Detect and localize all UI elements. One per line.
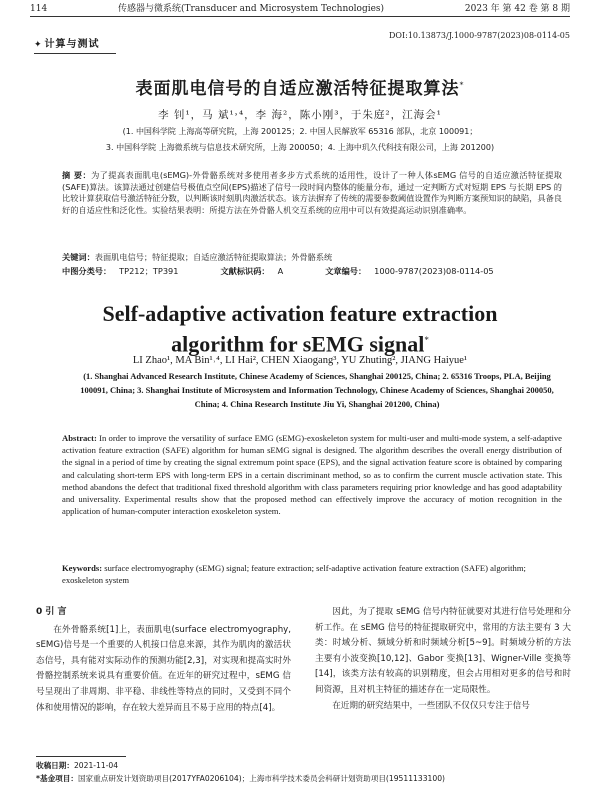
chinese-title [0,74,600,99]
chinese-abstract-text: 为了提高表面肌电(sEMG)-外骨骼系统对多使用者多步方式系统的适用性，设计了一种人体sEMG 信号的自适应激活特征提取(SAFE)算法。该算法通过创建信号极值点空间(EPS)描述了信号一段时间内整体的能量分布，通过一定判断方式对短期 EPS 与长期 EPS 的比较计算获取信号激活特征分数，以判断该时刻肌肉激活状态。该方法摒弃了传统的需要参数阈值设置作为判断方案预知识的缺陷，具备良好的自适应性和泛化性。实验结果表明：所提方法在外骨骼人机交互系统的应用中可以有效提高运动识别准确率。 [62,170,562,215]
english-affiliation: (1. Shanghai Advanced Research Institute, Chinese Academy of Sciences, Shanghai 200125, China; 2. 65316 Troops, PLA, Beijing 100091, China; 3. Shanghai Institute of Microsystem and Information Technology, Chinese Academy of Sciences, Shanghai 200050, China; 4. China Research Institute Jiu Yi, Shanghai 201200, China) [80,371,554,409]
body-left-column [36,605,291,716]
chinese-authors: 李 钊¹，马 斌¹˒⁴，李 海²，陈小刚³，于朱庭²，江海会¹ [158,109,442,121]
english-title [0,300,600,357]
intro-paragraph-right-1: 因此，为了提取 sEMG 信号内特征就要对其进行信号处理和分析工作。在 sEMG 信号的特征提取研究中，常用的方法主要有 3 大类：时域分析、频域分析和时频域分析[5~9]。时频域分析的方法主要有小波变换[10,12]、Gabor 变换[13]、Wigner-Ville 变换等[14]，该类方法有较高的识别精度，但会占用相对更多的信号和时间资源，且对机主特征的描述存在一定局限性。 [315,607,571,695]
english-keywords-label: Keywords: [62,563,103,573]
fund-footnote [36,773,570,784]
doi: DOI:10.13873/J.1000-9787(2023)08-0114-05 [389,31,570,40]
column-tag-mark-icon: ✦ [34,40,43,50]
issue-info: 2023 年 第 42 卷 第 8 期 [464,4,570,14]
doc-code-value: A [277,266,284,276]
chinese-affiliation-2: 3. 中国科学院 上海微系统与信息技术研究所，上海 200050；4. 上海中玑久代科技有限公司，上海 201200) [105,143,495,152]
received-date: 2021-11-04 [73,761,119,770]
chinese-keywords [62,252,562,263]
page-number: 114 [30,4,48,14]
english-title-line-1: Self-adaptive activation feature extraction [102,301,498,326]
intro-paragraph-left: 在外骨骼系统[1]上，表面肌电(surface electromyography, sEMG)信号是一个重要的人机接口信息来源，其作为肌肉的激活状态信号，具有能对实际动作的预测功能[2,3]，对实现和提高实时外骨骼控制系统来说具有重要价值。在近年的研究过程中，sEMG 信号呈现出了非周期、非平稳、非线性等特点的同时，又受到不同个体和使用情况的影响，存在较大差异而且不易于应用的特点[4]。 [36,624,291,713]
received-label: 收稿日期： [36,761,74,770]
english-title-line-2: algorithm for sEMG signal [171,331,425,357]
chinese-abstract [62,170,562,216]
english-abstract [62,432,562,517]
column-tag [34,35,100,50]
chinese-keywords-text: 表面肌电信号；特征提取；自适应激活特征提取算法；外骨骼系统 [94,252,333,262]
chinese-abstract-label: 摘 要： [62,170,92,180]
chinese-affiliation-1: (1. 中国科学院 上海高等研究院，上海 200125；2. 中国人民解放军 65316 部队，北京 100091； [122,127,478,136]
section-heading: 0 引 言 [36,607,67,617]
english-keywords [62,562,562,586]
article-no-value: 1000-9787(2023)08-0114-05 [374,266,494,276]
doc-code-label: 文献标识码： [220,266,270,276]
english-authors: LI Zhao¹, MA Bin¹˒⁴, LI Hai², CHEN Xiaogang³, YU Zhuting², JIANG Haiyue¹ [132,355,468,366]
footnote-rule [36,756,126,757]
chinese-title-text: 表面肌电信号的自适应激活特征提取算法 [135,79,460,99]
classification-line [62,266,562,277]
english-title-mark: * [424,335,429,345]
fund-label: *基金项目： [36,774,78,783]
article-no-label: 文章编号： [325,266,367,276]
column-tag-label: 计算与测试 [44,39,100,50]
english-abstract-text: In order to improve the versatility of surface EMG (sEMG)-exoskeleton system for multi-user and multi-mode system, a self-adaptive activation feature extraction (SAFE) algorithm for human sEMG signal is designed. The algorithm describes the overall energy distribution of the signal in a period of time by creating the signal extremum point space (EPS), and the signal activation feature score is obtained by comparing and calculating short-term EPS with long-term EPS in a certain discriminant method, so as to confirm the current muscle activation state. This method abandons the defect that traditional fixed threshold algorithm with class parameters requiring prior knowledge and has good adaptability and universality. Experimental results show that the proposed method can effectively improve the accuracy of motion recognition in the application of human-computer interaction exoskeleton system. [62,433,562,517]
body-right-column [315,605,571,714]
journal-name: 传感器与微系统(Transducer and Microsystem Technologies) [118,4,385,14]
clc-label: 中图分类号： [62,266,112,276]
chinese-title-mark: * [459,80,465,90]
column-rule [34,53,116,54]
clc-value: TP212；TP391 [119,266,179,276]
chinese-keywords-label: 关键词： [62,252,95,262]
english-keywords-text: surface electromyography (sEMG) signal; feature extraction; self-adaptive activation feature extraction (SAFE) algorithm; exoskeleton system [62,563,526,585]
english-abstract-label: Abstract: [62,433,97,443]
intro-paragraph-right-2: 在近期的研究结果中，一些团队不仅仅只专注于信号 [332,700,530,711]
running-head [30,2,570,17]
fund-text: 国家重点研发计划资助项目(2017YFA0206104)；上海市科学技术委员会科研计划资助项目(19511133100) [77,774,445,783]
received-date-footnote [36,760,570,771]
